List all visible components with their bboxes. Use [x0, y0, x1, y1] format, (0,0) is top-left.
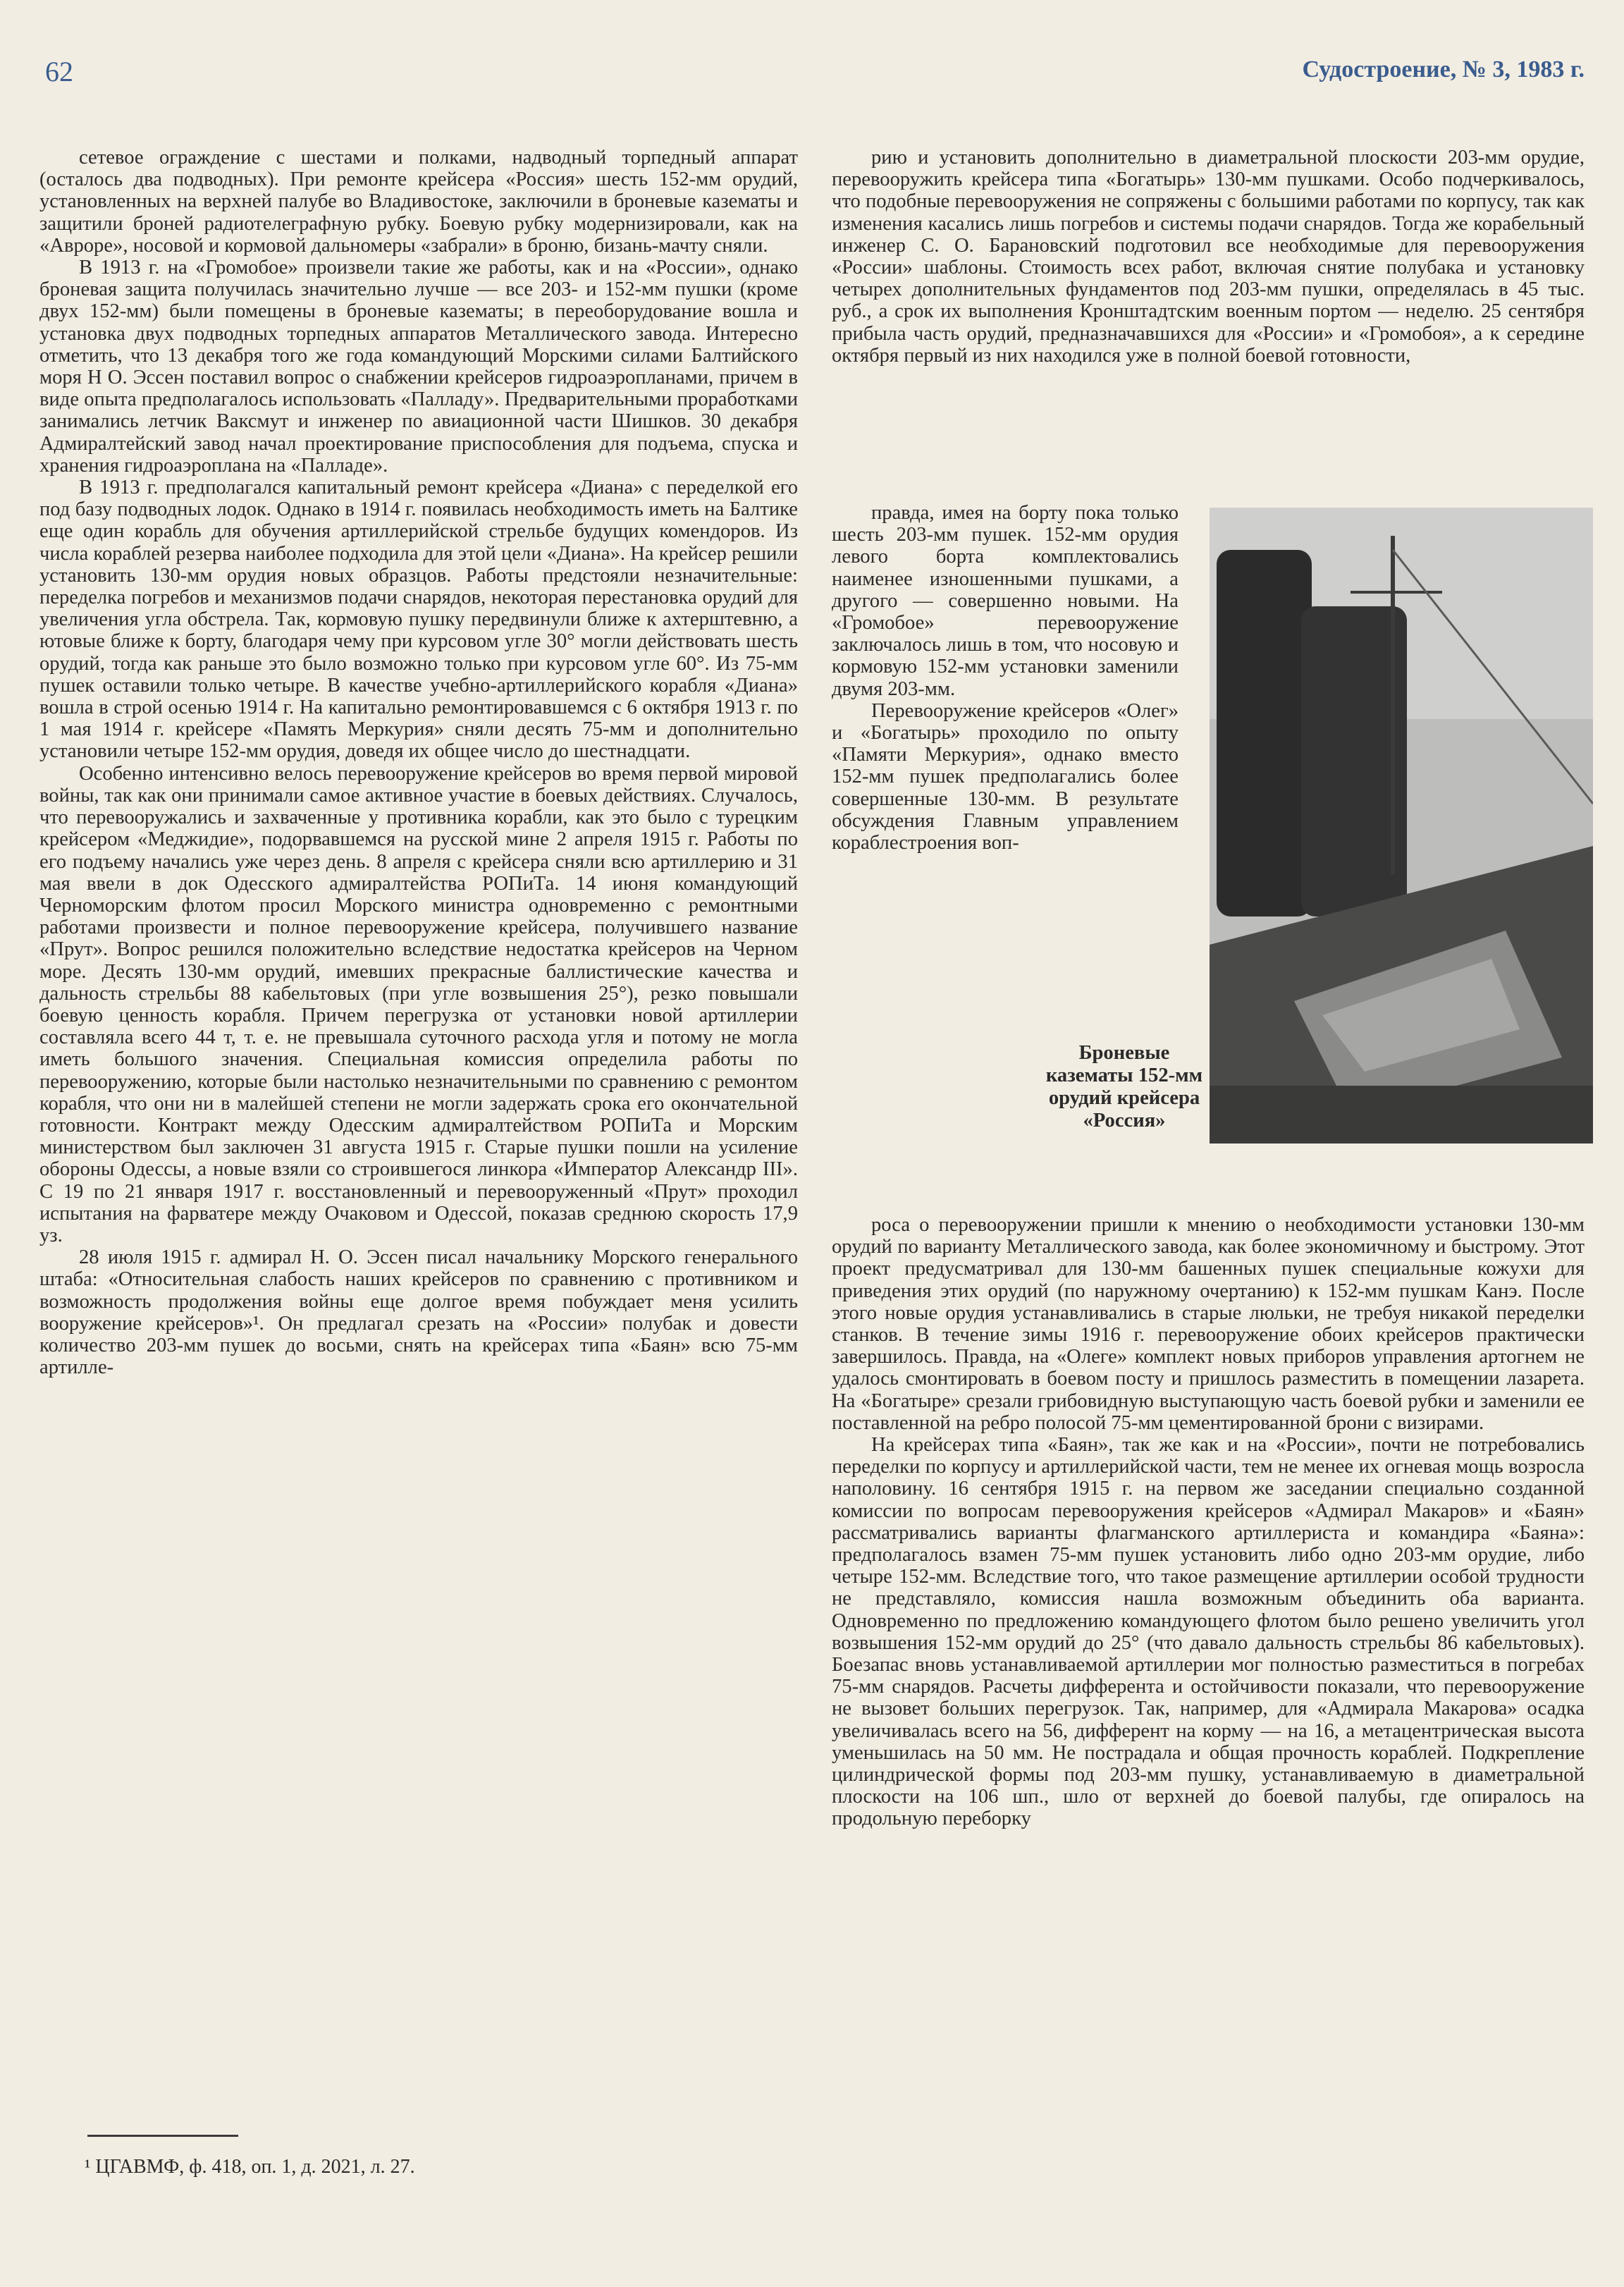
paragraph: В 1913 г. предполагался капитальный ремонт крейсера «Диана» с переделкой его под базу подводных лодок. Однако в 1914 г. появилась необходимость иметь на Балтике еще один корабль для обучения артиллерийской стрельбе будущих комендоров. Из числа кораблей резерва наиболее подходила для этой цели «Диана». На крейсер решили установить 130-мм орудия новых образцов. Работы предстояли незначительные: переделка погребов и механизмов подачи снарядов, некоторая перестановка орудий для увеличения угла обстрела. Так, кормовую пушку передвинули ближе к ахтерштевню, а ютовые ближе к борту, благодаря чему при курсовом угле 30° могли действовать шесть орудий, тогда как раньше это было возможно только при курсовом угле 60°. Из 75-мм пушек оставили только четыре. В качестве учебно-артиллерийского корабля «Диана» вошла в строй осенью 1914 г. На капитально ремонтировавшемся с 6 октября 1913 г. по 1 мая 1914 г. крейсере «Память Меркурия» сняли десять 75-мм и дополнительно установили четыре 152-мм орудия, доведя их общее число до шестнадцати. [39, 477, 798, 763]
figure-caption: Броневые казематы 152-мм орудий крейсера «Россия» [1045, 1042, 1203, 1132]
photo-illustration [1210, 508, 1593, 1144]
paragraph: На крейсерах типа «Баян», так же как и на «России», почти не потребовались переделки по корпусу и артиллерийской части, тем не менее их огневая мощь возросла наполовину. 16 сентября 1915 г. на первом же заседании специально созданной комиссии по вопросам перевооружения крейсеров «Адмирал Макаров» и «Баян» рассматривались варианты флагманского артиллериста и командира «Баяна»: предполагалось взамен 75-мм пушек установить либо одно 203-мм орудие, либо четыре 152-мм. Вследствие того, что такое размещение артиллерии особой трудности не представляло, комиссия нашла возможным объединить оба варианта. Одновременно по предложению командующего флотом было решено увеличить угол возвышения 152-мм орудий до 25° (что давало дальность стрельбы 86 кабельтовых). Боезапас вновь устанавливаемой артиллерии мог полностью разместиться в погребах 75-мм снарядов. Расчеты дифферента и остойчивости показали, что перевооружение не вызовет больших перегрузок. Так, например, для «Адмирала Макарова» осадка увеличивалась всего на 56, дифферент на корму — на 16, а метацентрическая высота уменьшилась на 50 мм. Не пострадала и общая прочность кораблей. Подкрепление цилиндрической формы под 203-мм пушку, устанавливаемую в диаметральной плоскости на 106 шп., шло от верхней до боевой палубы, где опиралось на продольную переборку [832, 1434, 1585, 1830]
paragraph: 28 июля 1915 г. адмирал Н. О. Эссен писал начальнику Морского генерального штаба: «Относительная слабость наших крейсеров по сравнению с противником и возможность продолжения войны еще долгое время побуждает меня усилить вооружение крейсеров»¹. Он предлагал срезать на «России» полубак и довести количество 203-мм пушек до восьми, снять на крейсерах типа «Баян» всю 75-мм артилле- [39, 1246, 798, 1379]
paragraph: рию и установить дополнительно в диаметральной плоскости 203-мм орудие, перевооружить крейсера типа «Богатырь» 130-мм пушками. Особо подчеркивалось, что подобные перевооружения не сопряжены с большими работами по корпусу, так как изменения касались лишь погребов и системы подачи снарядов. Тогда же корабельный инженер С. О. Барановский подготовил все необходимые для перевооружения «России» шаблоны. Стоимость всех работ, включая снятие полубака и установку четырех дополнительных фундаментов под 203-мм пушки, определялась в 45 тыс. руб., а срок их выполнения Кронштадтским военным портом — неделю. 25 сентября прибыла часть орудий, предназначавшихся для «России» и «Громобоя», а к середине октября первый из них находился уже в полной боевой готовности, [832, 147, 1585, 367]
left-column [39, 147, 798, 1378]
running-head: Судостроение, № 3, 1983 г. [1302, 56, 1585, 82]
right-column-top [832, 147, 1585, 367]
paragraph: сетевое ограждение с шестами и полками, надводный торпедный аппарат (осталось два подводных). При ремонте крейсера «Россия» шесть 152-мм орудий, установленных на верхней палубе во Владивостоке, заключили в броневые казематы и защитили броней радиотелеграфную рубку. Боевую рубку модернизировали, как на «Авроре», носовой и кормовой дальномеры «забрали» в броню, бизань-мачту сняли. [39, 147, 798, 257]
paragraph: Перевооружение крейсеров «Олег» и «Богатырь» проходило по опыту «Памяти Меркурия», однако вместо 152-мм пушек предполагались более совершенные 130-мм. В результате обсуждения Главным управлением кораблестроения воп- [832, 699, 1179, 854]
right-column-bottom [832, 1214, 1585, 1830]
paragraph: роса о перевооружении пришли к мнению о необходимости установки 130-мм орудий по варианту Металлического завода, как более экономичному и быстрому. Этот проект предусматривал для 130-мм башенных пушек специальные кожухи для приведения этих орудий (по наружному очертанию) к 152-мм пушкам Канэ. После этого новые орудия устанавливались в старые люльки, не требуя никакой переделки станков. В течение зимы 1916 г. перевооружение обоих крейсеров практически завершилось. Правда, на «Олеге» комплект новых приборов управления артогнем не удалось смонтировать в боевом посту и пришлось разместить в помещении лазарета. На «Богатыре» срезали грибовидную выступающую часть боевой рубки и заменили ее поставленной на ребро полосой 75-мм цементированной брони с визирами. [832, 1214, 1585, 1434]
right-column-wrap [832, 502, 1179, 854]
paragraph: правда, имея на борту пока только шесть 203-мм пушек. 152-мм орудия левого борта комплектовались наименее изношенными пушками, а другого — совершенно новыми. На «Громобое» перевооружение заключалось лишь в том, что носовую и кормовую 152-мм установки заменили двумя 203-мм. [832, 502, 1179, 700]
page-number: 62 [45, 56, 73, 87]
footnote: ¹ ЦГАВМФ, ф. 418, оп. 1, д. 2021, л. 27. [85, 2156, 415, 2178]
paragraph: В 1913 г. на «Громобое» произвели такие же работы, как и на «России», однако броневая защита получилась значительно лучше — все 203- и 152-мм пушки (кроме двух 152-мм) были помещены в броневые казематы; в переоборудование вошла и установка двух подводных торпедных аппаратов Металлического завода. Интересно отметить, что 13 декабря того же года командующий Морскими силами Балтийского моря Н О. Эссен поставил вопрос о снабжении крейсеров гидроаэропланами, причем в виде опыта предполагалось использовать «Палладу». Предварительными проработками занимались летчик Ваксмут и инженер по авиационной части Шишков. 30 декабря Адмиралтейский завод начал проектирование приспособления для подъема, спуска и хранения гидроаэроплана на «Палладе». [39, 257, 798, 477]
cruiser-casemates-photo [1210, 508, 1593, 1144]
paragraph: Особенно интенсивно велось перевооружение крейсеров во время первой мировой войны, так как они принимали самое активное участие в боевых действиях. Случалось, что перевооружались и захваченные у противника корабли, как это было с турецким крейсером «Меджидие», подорвавшемся на русской мине 2 апреля 1915 г. Работы по его подъему начались уже через день. 8 апреля с крейсера сняли всю артиллерию и 31 мая ввели в док Одесского адмиралтейства РОПиТа. 14 июня командующий Черноморским флотом просил Морского министра одновременно с ремонтными работами произвести и полное перевооружение крейсера, получившего название «Прут». Вопрос решился положительно вследствие недостатка крейсеров на Черном море. Десять 130-мм орудий, имевших прекрасные баллистические качества и дальность стрельбы 88 кабельтовых (при угле возвышения 25°), резко повышали боевую ценность корабля. Причем перегрузка от установки новой артиллерии составляла всего 44 т, т. е. не превышала суточного расхода угля и потому не могла иметь большого значения. Специальная комиссия определила работы по перевооружению, которые были настолько незначительными по сравнению с ремонтом корабля, что они ни в малейшей степени не могли задержать срока его окончательной готовности. Контракт между Одесским адмиралтейством РОПиТа и Морским министерством был заключен 31 августа 1915 г. Старые пушки пошли на усиление обороны Одессы, а новые взяли со строившегося линкора «Император Александр III». С 19 по 21 января 1917 г. восстановленный и перевооруженный «Прут» проходил испытания на фарватере между Очаковом и Одессой, показав среднюю скорость 17,9 уз. [39, 762, 798, 1246]
footnote-rule [87, 2135, 238, 2137]
